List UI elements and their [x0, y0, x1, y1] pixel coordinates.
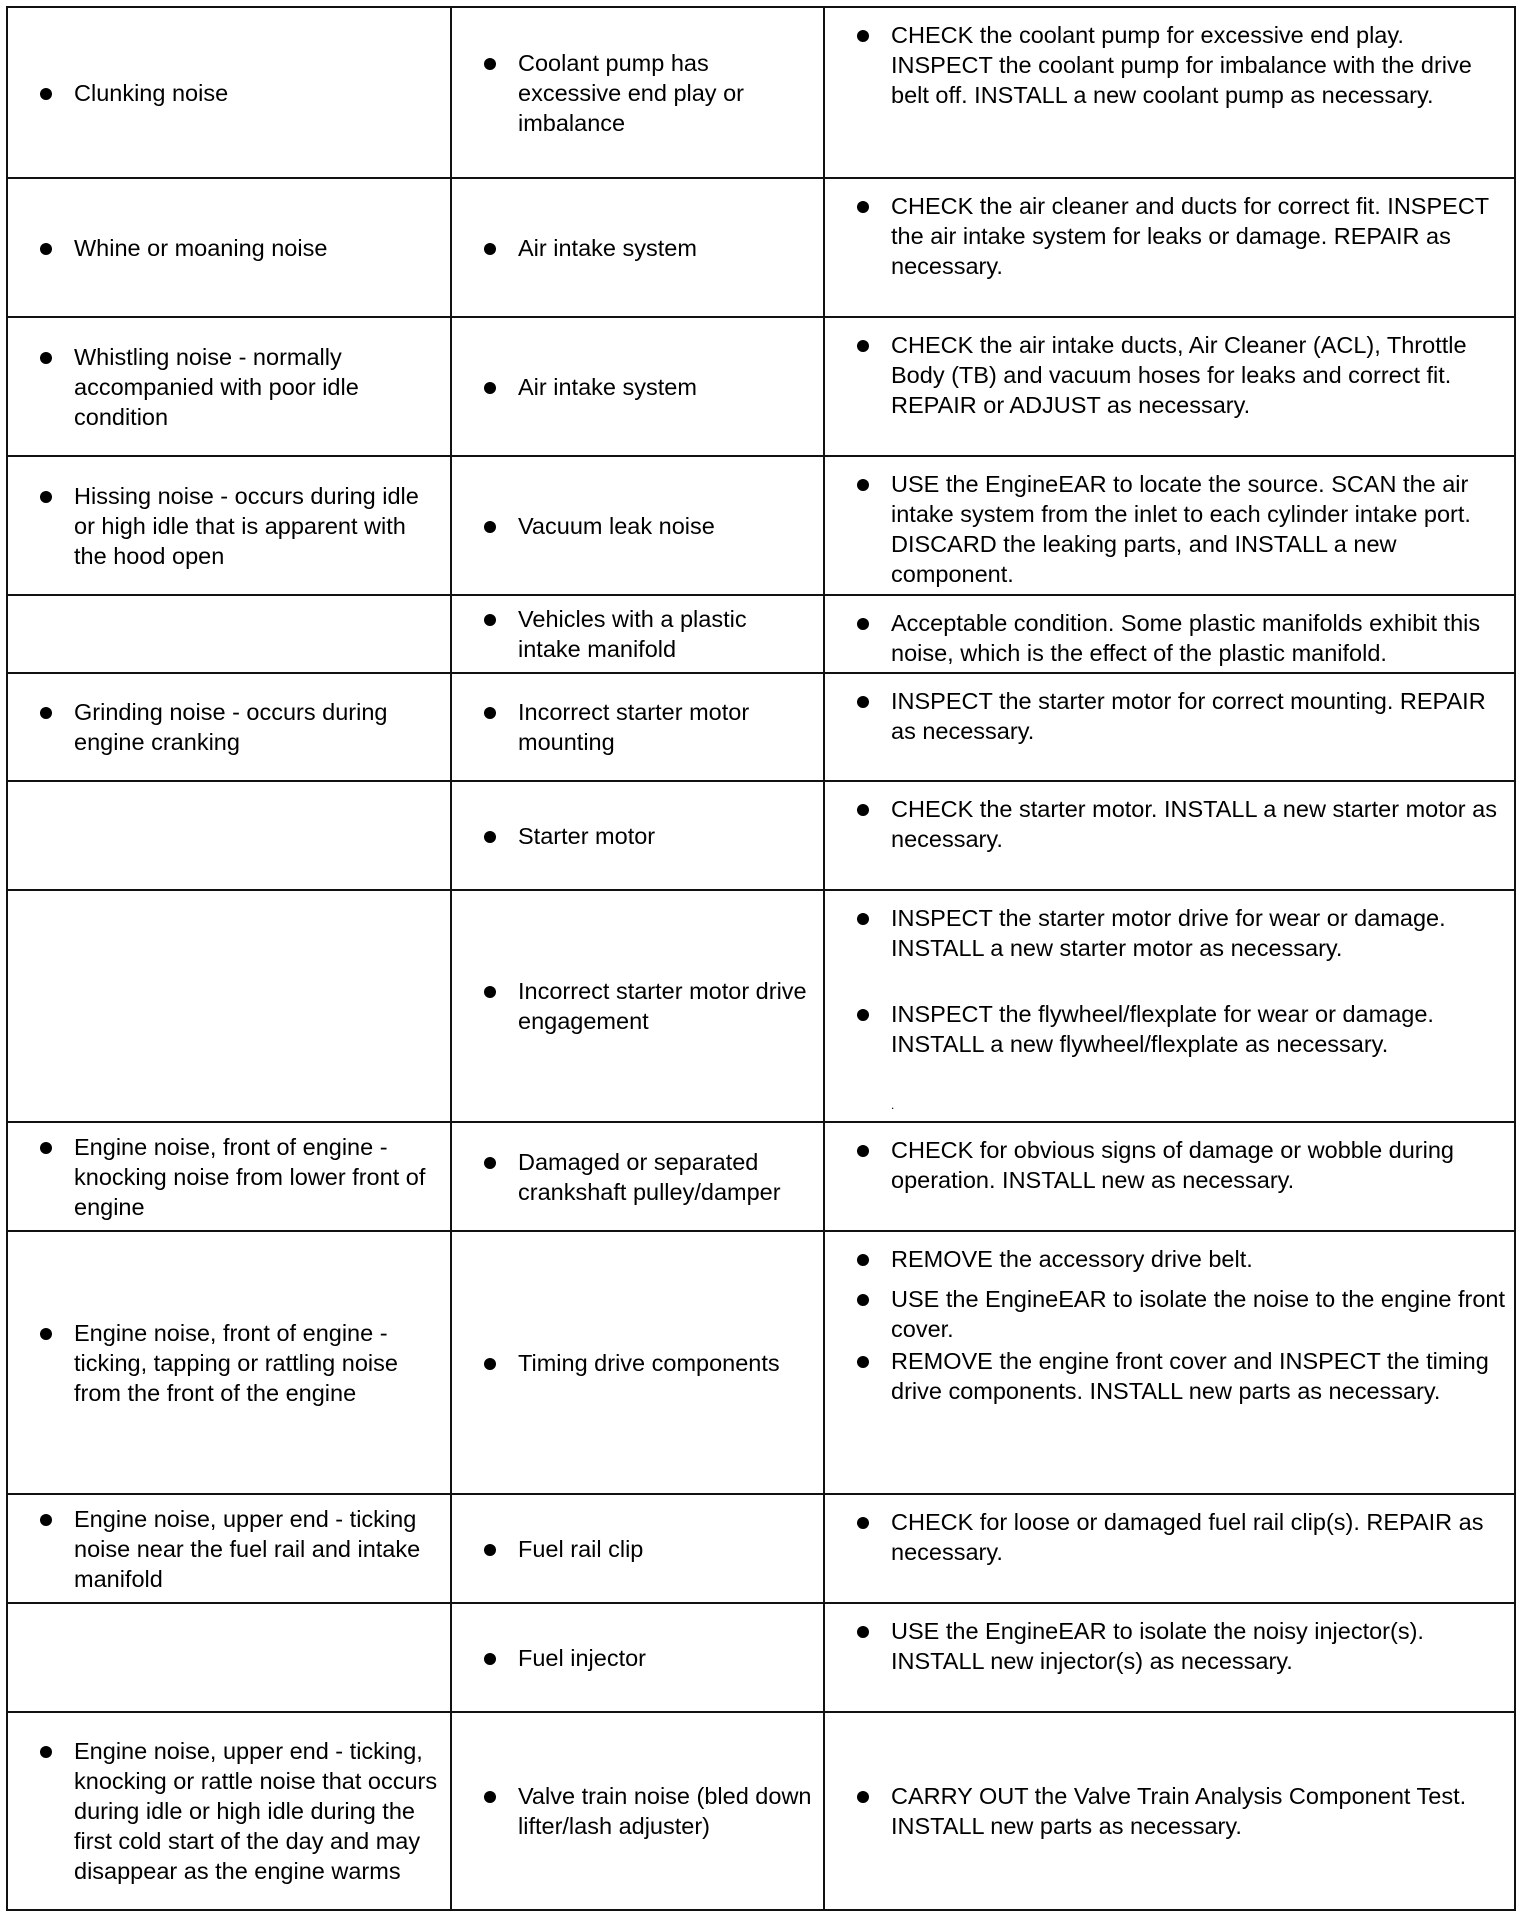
action-cell: [824, 178, 1515, 317]
symptom-cell: [7, 673, 451, 781]
symptom-text: Whine or moaning noise: [36, 233, 442, 263]
table-row: [7, 1122, 1515, 1231]
table-row: [7, 456, 1515, 595]
action-text: INSPECT the flywheel/flexplate for wear or damage. INSTALL a new flywheel/flexplate as necessary.: [853, 999, 1508, 1059]
symptom-text: Clunking noise: [36, 78, 442, 108]
symptom-cell: [7, 178, 451, 317]
action-cell: [824, 1603, 1515, 1712]
symptom-cell: [7, 1122, 451, 1231]
cause-cell: [451, 1712, 824, 1910]
action-cell: [824, 7, 1515, 178]
action-text: REMOVE the engine front cover and INSPECT the timing drive components. INSTALL new parts as necessary.: [853, 1346, 1508, 1406]
symptom-cell: [7, 1231, 451, 1494]
cause-cell: [451, 1122, 824, 1231]
cause-cell: [451, 890, 824, 1122]
symptom-cell: [7, 456, 451, 595]
cause-cell: [451, 1494, 824, 1603]
action-cell: [824, 1712, 1515, 1910]
action-cell: [824, 456, 1515, 595]
table-row: [7, 317, 1515, 456]
action-text: CHECK the coolant pump for excessive end play. INSPECT the coolant pump for imbalance with the drive belt off. INSTALL a new coolant pump as necessary.: [853, 20, 1508, 110]
table-row: [7, 781, 1515, 890]
cause-text: Fuel rail clip: [480, 1534, 815, 1564]
symptom-cell: [7, 781, 451, 890]
action-text: USE the EngineEAR to isolate the noise to the engine front cover.: [853, 1284, 1508, 1344]
symptom-cell: [7, 1603, 451, 1712]
cause-cell: [451, 673, 824, 781]
symptom-text: Engine noise, upper end - ticking noise near the fuel rail and intake manifold: [36, 1504, 442, 1594]
action-cell: [824, 890, 1515, 1122]
symptom-text: Engine noise, upper end - ticking, knocking or rattle noise that occurs during idle or high idle during the first cold start of the day and may disappear as the engine warms: [36, 1736, 442, 1886]
cause-cell: [451, 317, 824, 456]
noise-diagnosis-table: [6, 6, 1516, 1911]
symptom-text: Hissing noise - occurs during idle or high idle that is apparent with the hood open: [36, 481, 442, 571]
symptom-text: Grinding noise - occurs during engine cranking: [36, 697, 442, 757]
action-text: CHECK the air intake ducts, Air Cleaner (ACL), Throttle Body (TB) and vacuum hoses for leaks and correct fit. REPAIR or ADJUST as necessary.: [853, 330, 1508, 420]
cause-cell: [451, 781, 824, 890]
symptom-text: Engine noise, front of engine - knocking noise from lower front of engine: [36, 1132, 442, 1222]
action-cell: [824, 317, 1515, 456]
symptom-cell: [7, 1494, 451, 1603]
cause-text: Damaged or separated crankshaft pulley/damper: [480, 1147, 815, 1207]
table-row: [7, 1231, 1515, 1494]
action-text: CHECK the air cleaner and ducts for correct fit. INSPECT the air intake system for leaks or damage. REPAIR as necessary.: [853, 191, 1508, 281]
symptom-cell: [7, 595, 451, 673]
action-cell: [824, 673, 1515, 781]
action-cell: [824, 781, 1515, 890]
action-text: CHECK for obvious signs of damage or wobble during operation. INSTALL new as necessary.: [853, 1135, 1508, 1195]
action-cell: [824, 1231, 1515, 1494]
action-text: INSPECT the starter motor for correct mounting. REPAIR as necessary.: [853, 686, 1508, 746]
cause-text: Timing drive components: [480, 1348, 815, 1378]
table-row: [7, 1603, 1515, 1712]
cause-text: Starter motor: [480, 821, 815, 851]
action-text: USE the EngineEAR to isolate the noisy injector(s). INSTALL new injector(s) as necessary.: [853, 1616, 1508, 1676]
symptom-text: Engine noise, front of engine - ticking, tapping or rattling noise from the front of the engine: [36, 1318, 442, 1408]
action-text: CHECK the starter motor. INSTALL a new starter motor as necessary.: [853, 794, 1508, 854]
table-row: [7, 890, 1515, 1122]
cause-cell: [451, 178, 824, 317]
action-text: INSPECT the starter motor drive for wear or damage. INSTALL a new starter motor as necessary.: [853, 903, 1508, 963]
action-cell: [824, 595, 1515, 673]
table-row: [7, 7, 1515, 178]
cause-cell: [451, 1603, 824, 1712]
table-row: [7, 595, 1515, 673]
action-text: REMOVE the accessory drive belt.: [853, 1244, 1508, 1274]
action-cell: [824, 1122, 1515, 1231]
cause-cell: [451, 7, 824, 178]
action-text: USE the EngineEAR to locate the source. SCAN the air intake system from the inlet to each cylinder intake port. DISCARD the leaking parts, and INSTALL a new component.: [853, 469, 1508, 589]
cause-text: Coolant pump has excessive end play or imbalance: [480, 48, 815, 138]
cause-text: Incorrect starter motor drive engagement: [480, 976, 815, 1036]
cause-text: Vacuum leak noise: [480, 511, 815, 541]
table-row: [7, 1494, 1515, 1603]
cause-text: Air intake system: [480, 372, 815, 402]
symptom-cell: [7, 317, 451, 456]
table-row: [7, 178, 1515, 317]
cause-cell: [451, 456, 824, 595]
symptom-cell: [7, 7, 451, 178]
action-text: Acceptable condition. Some plastic manifolds exhibit this noise, which is the effect of the plastic manifold.: [853, 608, 1508, 668]
action-cell: [824, 1494, 1515, 1603]
cause-cell: [451, 1231, 824, 1494]
action-text: CARRY OUT the Valve Train Analysis Component Test. INSTALL new parts as necessary.: [853, 1781, 1506, 1841]
table-row: [7, 673, 1515, 781]
table-row: [7, 1712, 1515, 1910]
cause-text: Air intake system: [480, 233, 815, 263]
cause-text: Incorrect starter motor mounting: [480, 697, 815, 757]
action-text: CHECK for loose or damaged fuel rail clip(s). REPAIR as necessary.: [853, 1507, 1508, 1567]
stray-mark: .: [891, 1098, 895, 1112]
cause-text: Valve train noise (bled down lifter/lash adjuster): [480, 1781, 815, 1841]
cause-cell: [451, 595, 824, 673]
symptom-cell: [7, 890, 451, 1122]
cause-text: Fuel injector: [480, 1643, 815, 1673]
symptom-text: Whistling noise - normally accompanied with poor idle condition: [36, 342, 442, 432]
symptom-cell: [7, 1712, 451, 1910]
cause-text: Vehicles with a plastic intake manifold: [480, 604, 815, 664]
